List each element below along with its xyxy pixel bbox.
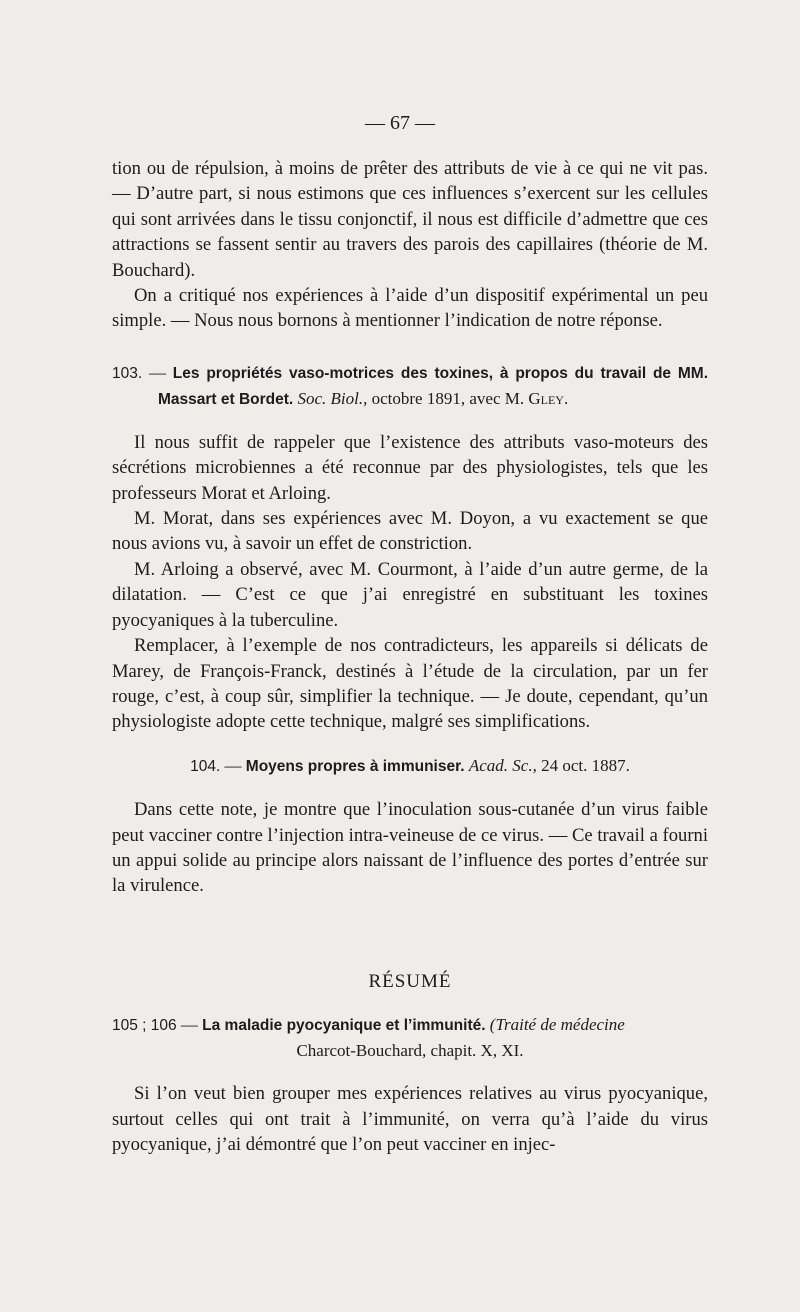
paragraph: Remplacer, à l’exemple de nos contradicteurs, les appareils si délicats de Marey, de François-Franck, destinés à l’étude de la circulation, par un fer rouge, c’est, à coup sûr, simplifier la technique. — Je doute, cependant, qu’un physiologiste adopte cette technique, malgré ses simplifications. xyxy=(112,635,708,733)
entry-journal: Acad. Sc., xyxy=(468,755,537,775)
paragraph-continuation: tion ou de répulsion, à moins de prêter des attributs de vie à ce qui ne vit pas. — D’autre part, si nous estimons que ces influences s’exercent sur les cellules qui sont arrivées dans le tissu conjonctif, il nous est difficile d’admettre que ces attractions se fassent sentir au travers des parois des capillaires (théorie de M. Bouchard). xyxy=(112,158,708,281)
section-heading: RÉSUMÉ xyxy=(368,970,452,992)
bibliography-entry-104: 104. — Moyens propres à immuniser. Acad. Sc., 24 oct. 1887. xyxy=(190,755,630,775)
entry-title: La maladie pyocyanique et l’immunité. xyxy=(202,1017,486,1035)
bibliography-entry-105-106: 105 ; 106 — La maladie pyocyanique et l’immunité. (Traité de médecine Charcot-Bouchard, chapit. X, XI. xyxy=(112,1012,708,1063)
page-body xyxy=(112,156,708,1157)
entry-date: octobre 1891, xyxy=(371,388,466,408)
paragraph: Si l’on veut bien grouper mes expériences relatives au virus pyocyanique, surtout celles qui ont trait à l’immunité, on verra qu’à l’aide du virus pyocyanique, j’ai démontré que l’on peut vacciner en injec- xyxy=(112,1083,708,1155)
entry-title: Moyens propres à immuniser. xyxy=(245,757,465,775)
entry-number: 105 ; 106 xyxy=(112,1017,177,1035)
entry-title: Les propriétés vaso-motrices des toxines, à propos du travail de MM. Massart et Bordet. xyxy=(158,364,709,408)
paragraph: M. Arloing a observé, avec M. Courmont, à l’aide d’un autre germe, de la dilatation. — C’est ce que j’ai enregistré en substituant les toxines pyocyaniques à la tuberculine. xyxy=(112,558,708,631)
entry-source: (Traité de médecine xyxy=(489,1015,625,1035)
bibliography-entry-103: 103. — Les propriétés vaso-motrices des toxines, à propos du travail de MM. Massart et Bordet. Soc. Biol., octobre 1891, avec M. Gley. xyxy=(112,362,709,408)
paragraph: M. Morat, dans ses expériences avec M. Doyon, a vu exactement se que nous avions vu, à savoir un effet de constriction. xyxy=(112,508,708,555)
paragraph: On a critiqué nos expériences à l’aide d’un dispositif expérimental un peu simple. — Nous nous bornons à mentionner l’indication de notre réponse. xyxy=(112,285,708,332)
entry-source-line2: Charcot-Bouchard, chapit. X, XI. xyxy=(296,1041,524,1061)
entry-number: 103. xyxy=(112,364,143,382)
paragraph: Il nous suffit de rappeler que l’existence des attributs vaso-moteurs des sécrétions microbiennes a été reconnue par des physiologistes, tels que les professeurs Morat et Arloing. xyxy=(112,431,708,504)
entry-number: 104. xyxy=(190,757,221,775)
entry-journal: Soc. Biol., xyxy=(297,388,368,408)
page-number: — 67 — xyxy=(365,112,435,134)
entry-coauthor: Gley. xyxy=(528,388,569,408)
entry-date: 24 oct. 1887. xyxy=(541,755,630,775)
paragraph: Dans cette note, je montre que l’inoculation sous-cutanée d’un virus faible peut vacciner contre l’injection intra-veineuse de ce virus. — Ce travail a fourni un appui solide au principe alors naissant de l’influence des portes d’entrée sur la virulence. xyxy=(112,799,708,897)
